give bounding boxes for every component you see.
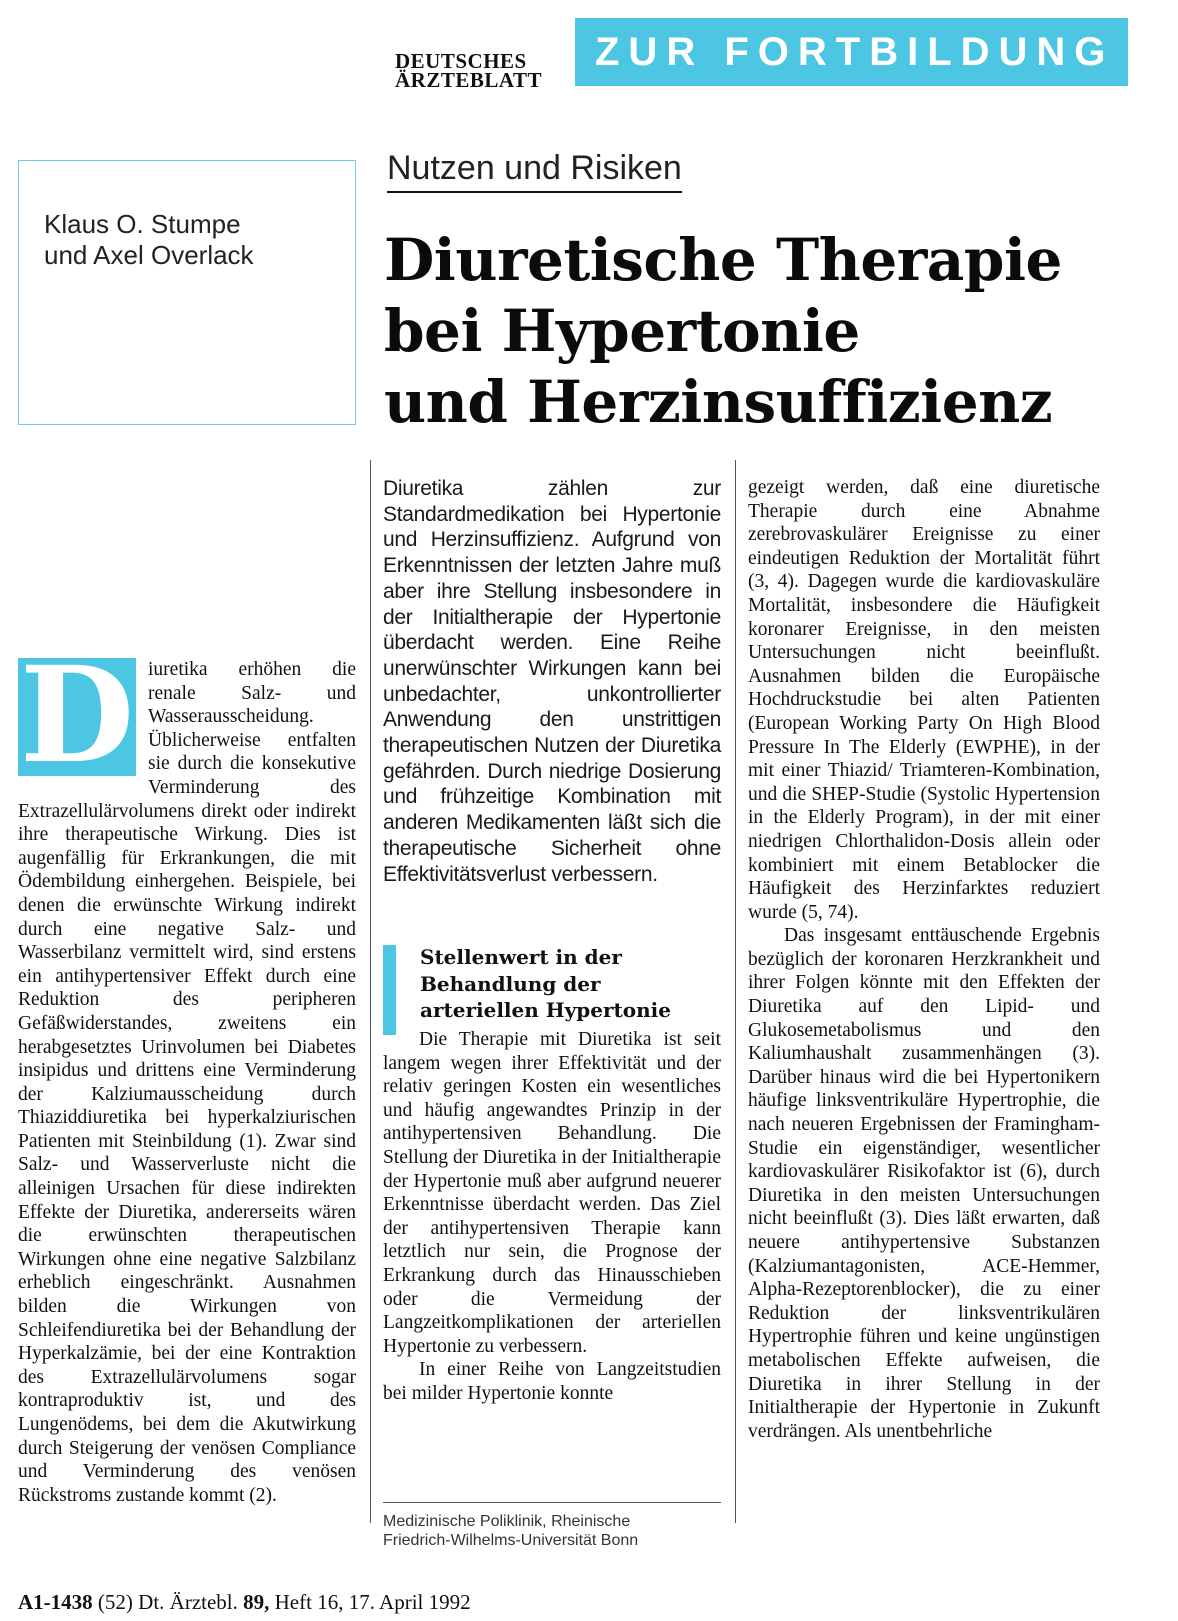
footnote-rule bbox=[383, 1502, 721, 1503]
body-paragraph: iuretika erhöhen die renale Salz- und Wasserausscheidung. Üblicherweise entfalten sie durch die konsekutive Verminderung des Extrazellulärvolumens direkt oder indirekt ihre therapeutische Wirkung. Dies ist augenfällig für Erkrankungen, die mit Ödembildung einhergehen. Beispiele, bei denen die erwünschte Wirkung indirekt durch eine negative Salz- und Wasserbilanz vermittelt wird, sind erstens ein antihypertensiver Effekt durch eine Reduktion des peripheren Gefäßwiderstandes, zweitens ein herabgesetztes Urinvolumen bei Diabetes insipidus und drittens eine Verminderung der Kalziumausscheidung durch Thiaziddiuretika bei hyperkalziurischen Patienten mit Steinbildung (1). Zwar sind Salz- und Wasserverluste nicht die alleinigen Ursachen für diese indirekten Effekte der Diuretika, andererseits wären die erwünschten therapeutischen Wirkungen ohne eine negative Salzbilanz erheblich eingeschränkt. Ausnahmen bilden die Wirkungen von Schleifendiuretika bei der Behandlung der Hyperkalzämie, bei der eine Kontraktion des Extrazellulärvolumens sogar kontraproduktiv ist, und des Lungenödems, bei dem die Akutwirkung durch Steigerung der venösen Compliance und Verminderung des venösen Rückstroms zustande kommt (2). bbox=[18, 659, 356, 1506]
page-code: A1-1438 bbox=[18, 1590, 93, 1614]
brand-line-1: DEUTSCHES bbox=[395, 49, 527, 73]
title-line-3: und Herzinsuffizienz bbox=[384, 368, 1053, 436]
body-paragraph: Die Therapie mit Diuretika ist seit langem wegen ihrer Effektivität und der relativ geringen Kosten ein wesentliches und häufig angewandtes Prinzip in der antihypertensiven Behandlung. Die Stellung der Diuretika in der Initialtherapie der Hypertonie muß aber aufgrund neuerer Erkenntnisse überdacht werden. Das Ziel der antihypertensiven Therapie kann letztlich nur sein, die Prognose der Erkrankung durch das Hinausschieben oder die Vermeidung der Langzeitkomplikationen der arteriellen Hypertonie zu verbessern. bbox=[383, 1029, 721, 1357]
affiliation-line-1: Medizinische Poliklinik, Rheinische bbox=[383, 1513, 631, 1530]
issue-prefix: (52) Dt. Ärztebl. bbox=[97, 1590, 238, 1614]
author-names bbox=[44, 209, 344, 271]
author-affiliation bbox=[383, 1512, 721, 1550]
body-paragraph: Das insgesamt enttäuschende Ergebnis bezüglich der koronaren Herzkrankheit und ihrer Folgen könnte mit den Effekten der Diuretika auf den Lipid- und Glukosemetabolismus und den Kaliumhaushalt zusammenhängen (3). Darüber hinaus wird die bei Hypertonikern häufige linksventrikuläre Hypertrophie, die nach neueren Ergebnissen der Framingham-Studie ein eigenständiger, wesentlicher kardiovaskulärer Risikofaktor ist (6), durch Diuretika in den meisten Untersuchungen nicht beeinflußt (3). Dies läßt erwarten, daß neuere antihypertensive Substanzen (Kalziumantagonisten, ACE-Hemmer, Alpha-Rezeptorenblocker), die zu einer Reduktion der linksventrikulären Hypertrophie führen und keine ungünstigen metabolischen Effekte aufweisen, die Diuretika in ihrer Stellung in der Initialtherapie der Hypertonie in Zukunft verdrängen. Als unentbehrliche bbox=[748, 925, 1100, 1442]
article-title bbox=[384, 225, 1144, 438]
body-column-1 bbox=[18, 638, 356, 1507]
volume-number: 89, bbox=[243, 1590, 270, 1614]
body-paragraph: gezeigt werden, daß eine diuretische Therapie durch eine Abnahme zerebrovaskulärer Ereignisse zu einer eindeutigen Reduktion der Mortalität führt (3, 4). Dagegen wurde die kardiovaskuläre Mortalität, insbesondere die Häufigkeit koronarer Ereignisse, in den meisten Untersuchungen nicht beeinflußt. Ausnahmen bilden die Europäische Hochdruckstudie bei alten Patienten (European Working Party On High Blood Pressure In The Elderly (EWPHE), in der mit einer Thiazid/ Triamteren-Kombination, und die SHEP-Studie (Systolic Hypertension in the Elderly Program), in der mit einer niedrigen Chlorthalidon-Dosis allein oder kombiniert mit einem Betablocker die Häufigkeit des Herzinfarktes reduziert wurde (5, 74). bbox=[748, 477, 1100, 923]
column-divider bbox=[370, 460, 371, 1523]
article-abstract: Diuretika zählen zur Standardmedikation bei Hypertonie und Herzinsuffizienz. Aufgrund von Erkenntnissen der letzten Jahre muß aber ihre Stellung insbesondere in der Initialtherapie der Hypertonie überdacht werden. Eine Reihe unerwünschter Wirkungen kann bei unbedachter, unkontrollierter Anwendung den unstrittigen therapeutischen Nutzen der Diuretika gefährden. Durch niedrige Dosierung und frühzeitige Kombination mit anderen Medikamenten läßt sich die therapeutische Sicherheit ohne Effektivitätsverlust verbessern. bbox=[383, 477, 721, 886]
author-line-2: und Axel Overlack bbox=[44, 240, 254, 270]
brand-line-2: ÄRZTEBLATT bbox=[395, 68, 542, 92]
drop-cap bbox=[18, 638, 136, 793]
affiliation-line-2: Friedrich-Wilhelms-Universität Bonn bbox=[383, 1532, 639, 1549]
article-kicker: Nutzen und Risiken bbox=[387, 148, 682, 193]
journal-brand bbox=[395, 49, 555, 92]
subhead-accent-bar bbox=[383, 945, 396, 1035]
issue-date: Heft 16, 17. April 1992 bbox=[274, 1590, 471, 1614]
body-column-2 bbox=[383, 1028, 721, 1406]
body-column-3 bbox=[748, 476, 1100, 1443]
page-footer bbox=[18, 1590, 471, 1615]
title-line-1: Diuretische Therapie bbox=[384, 226, 1062, 294]
author-line-1: Klaus O. Stumpe bbox=[44, 209, 241, 239]
drop-cap-letter: D bbox=[19, 638, 135, 793]
section-subhead: Stellenwert in der Behandlung der arteriellen Hypertonie bbox=[420, 945, 671, 1022]
column-divider bbox=[735, 460, 736, 1523]
body-paragraph: In einer Reihe von Langzeitstudien bei milder Hypertonie konnte bbox=[383, 1359, 721, 1404]
section-banner: ZUR FORTBILDUNG bbox=[575, 18, 1128, 86]
author-box bbox=[18, 160, 356, 425]
title-line-2: bei Hypertonie bbox=[384, 297, 860, 365]
